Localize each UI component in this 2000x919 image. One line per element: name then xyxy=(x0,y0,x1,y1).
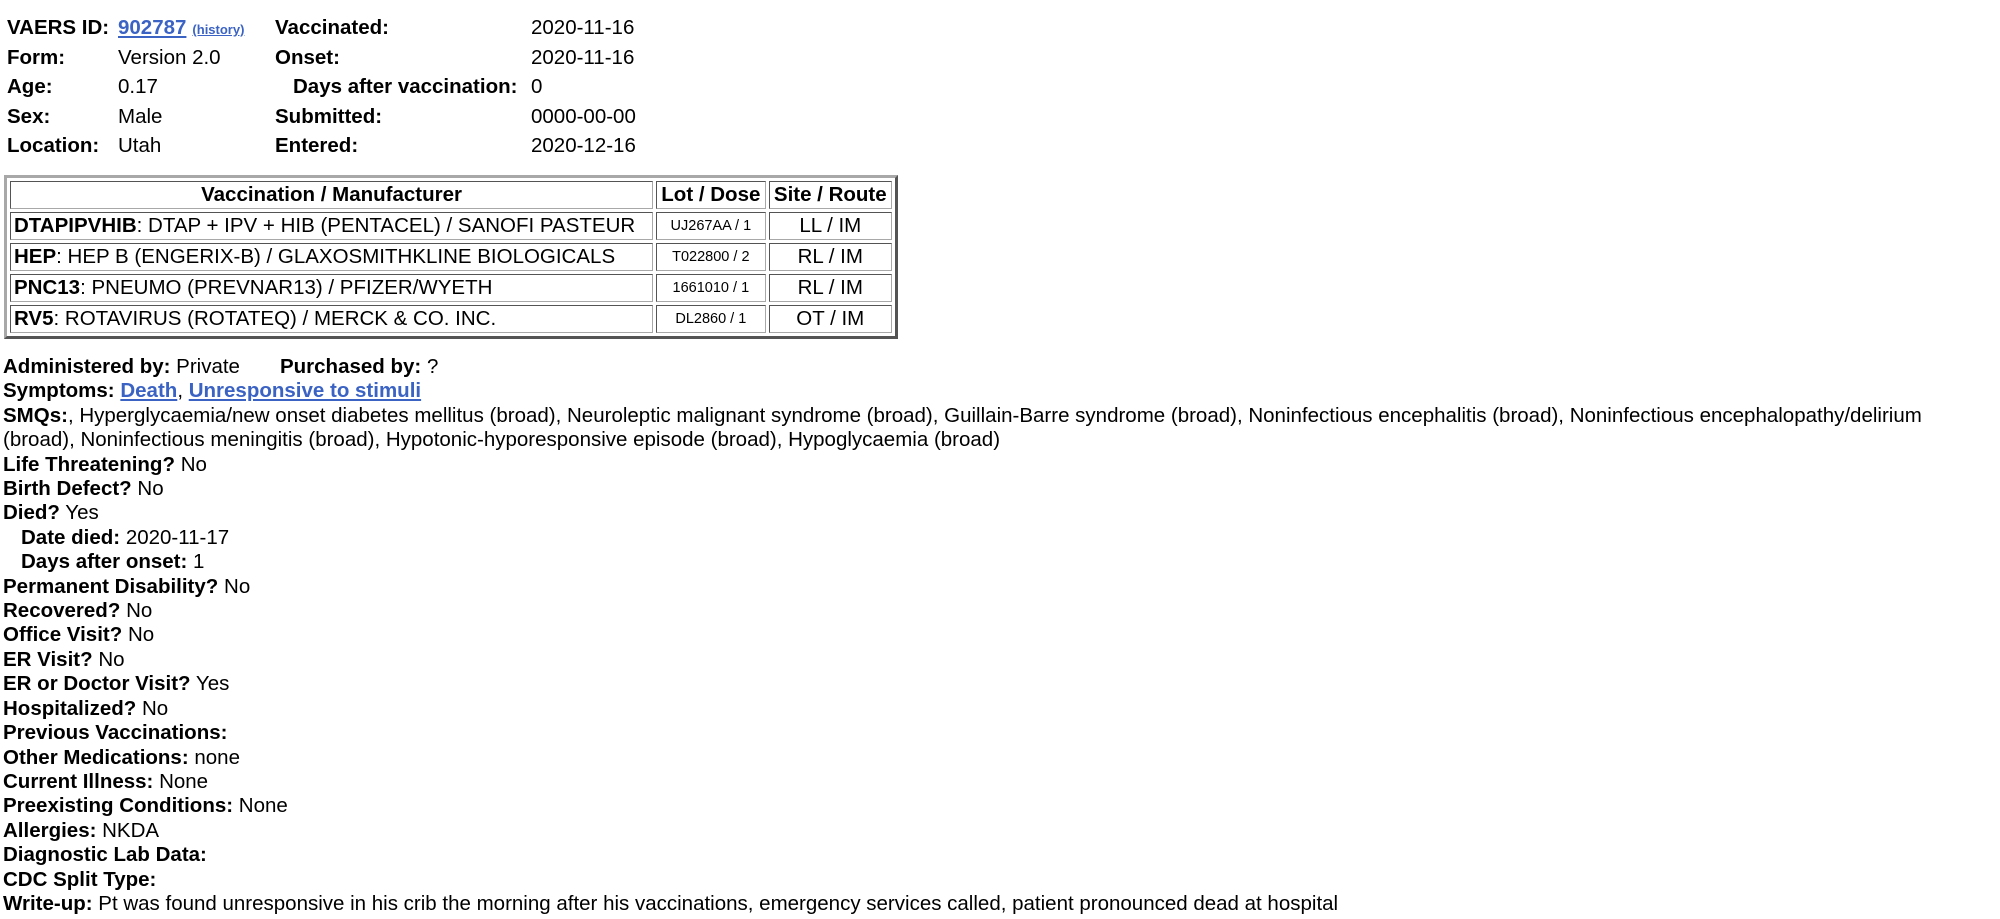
table-row xyxy=(10,305,892,333)
vaccinated-label: Vaccinated: xyxy=(275,16,389,39)
purchased-value: ? xyxy=(426,355,439,378)
vaers-id-link[interactable]: 902787 xyxy=(118,16,187,39)
previous-vaccinations-label: Previous Vaccinations: xyxy=(3,721,228,745)
vaccine-description: : DTAP + IPV + HIB (PENTACEL) / SANOFI PASTEUR xyxy=(136,214,636,237)
cdc-split-type-line xyxy=(3,868,1998,892)
smqs-line xyxy=(3,404,1998,453)
life-threatening-value: No xyxy=(180,452,207,476)
hospitalized-label: Hospitalized? xyxy=(3,696,137,720)
symptoms-label: Symptoms: xyxy=(3,379,115,403)
site-route-cell: OT / IM xyxy=(769,305,892,333)
recovered-line xyxy=(3,599,1998,623)
diagnostic-lab-data-line xyxy=(3,843,1998,867)
vaccine-code: RV5 xyxy=(14,307,54,330)
table-header-row xyxy=(10,181,892,209)
vaccine-description: : HEP B (ENGERIX-B) / GLAXOSMITHKLINE BIOLOGICALS xyxy=(56,245,616,268)
date-died-label: Date died: xyxy=(21,525,121,549)
days-after-vaccination-label: Days after vaccination: xyxy=(293,75,518,98)
recovered-value: No xyxy=(126,599,153,623)
days-after-vaccination-value: 0 xyxy=(531,75,543,98)
submitted-value: 0000-00-00 xyxy=(531,104,636,128)
report-details xyxy=(3,355,1998,916)
days-after-onset-line xyxy=(3,550,1998,574)
died-value: Yes xyxy=(65,501,99,525)
vaccine-description: : ROTAVIRUS (ROTATEQ) / MERCK & CO. INC. xyxy=(53,307,497,330)
write-up-label: Write-up: xyxy=(3,891,93,915)
vaccine-code: PNC13 xyxy=(14,276,81,299)
permanent-disability-line xyxy=(3,575,1998,599)
er-visit-line xyxy=(3,648,1998,672)
location-value: Utah xyxy=(118,134,162,157)
vaers-id-label: VAERS ID: xyxy=(7,16,110,39)
er-doctor-visit-line xyxy=(3,672,1998,696)
entered-value: 2020-12-16 xyxy=(531,134,636,157)
days-after-onset-value: 1 xyxy=(193,550,205,574)
lot-dose-header: Lot / Dose xyxy=(656,181,765,209)
allergies-value: NKDA xyxy=(102,818,160,842)
lot-dose-cell: T022800 / 2 xyxy=(656,243,765,271)
allergies-line xyxy=(3,819,1998,843)
vaccine-code: DTAPIPVHIB xyxy=(14,214,137,237)
lot-dose-cell: UJ267AA / 1 xyxy=(656,212,765,240)
allergies-label: Allergies: xyxy=(3,818,97,842)
er-doctor-visit-label: ER or Doctor Visit? xyxy=(3,672,191,696)
sex-value: Male xyxy=(118,104,163,128)
date-died-value: 2020-11-17 xyxy=(125,525,230,549)
life-threatening-label: Life Threatening? xyxy=(3,452,175,476)
current-illness-line xyxy=(3,770,1998,794)
smqs-label: SMQs: xyxy=(3,403,68,427)
diagnostic-lab-data-label: Diagnostic Lab Data: xyxy=(3,843,207,867)
site-route-cell: LL / IM xyxy=(769,212,892,240)
sex-label: Sex: xyxy=(7,104,51,128)
administered-value: Private xyxy=(176,355,240,378)
site-route-header: Site / Route xyxy=(769,181,892,209)
birth-defect-value: No xyxy=(137,477,164,501)
location-label: Location: xyxy=(7,134,100,157)
birth-defect-line xyxy=(3,477,1998,501)
cdc-split-type-label: CDC Split Type: xyxy=(3,867,157,891)
table-row xyxy=(10,243,892,271)
site-route-cell: RL / IM xyxy=(769,274,892,302)
vaccinated-value: 2020-11-16 xyxy=(531,16,635,39)
hospitalized-value: No xyxy=(141,696,169,720)
er-visit-label: ER Visit? xyxy=(3,647,93,671)
preexisting-conditions-value: None xyxy=(238,794,288,818)
vaccine-code: HEP xyxy=(14,245,57,268)
vaers-id-value xyxy=(118,13,244,45)
write-up-line xyxy=(3,892,1998,916)
birth-defect-label: Birth Defect? xyxy=(3,477,132,501)
other-medications-value: none xyxy=(194,745,240,769)
vaccine-cell xyxy=(10,305,653,333)
life-threatening-line xyxy=(3,453,1998,477)
vaccination-table xyxy=(4,175,898,339)
onset-label: Onset: xyxy=(275,45,340,69)
er-doctor-visit-value: Yes xyxy=(195,672,230,696)
write-up-value: Pt was found unresponsive in his crib the morning after his vaccinations, emergency services called, patient pronounced dead at hospital xyxy=(98,891,1339,915)
table-row xyxy=(10,274,892,302)
site-route-cell: RL / IM xyxy=(769,243,892,271)
symptom-separator: , xyxy=(177,379,184,403)
purchased-label: Purchased by: xyxy=(279,355,422,378)
previous-vaccinations-line xyxy=(3,721,1998,745)
lot-dose-cell: 1661010 / 1 xyxy=(656,274,765,302)
symptom-death-link[interactable]: Death xyxy=(120,379,178,403)
entered-label: Entered: xyxy=(275,134,359,157)
other-medications-line xyxy=(3,746,1998,770)
vaccine-description: : PNEUMO (PREVNAR13) / PFIZER/WYETH xyxy=(80,276,493,299)
office-visit-label: Office Visit? xyxy=(3,623,123,647)
vaccine-cell xyxy=(10,243,653,271)
symptom-unresponsive-link[interactable]: Unresponsive to stimuli xyxy=(188,379,422,403)
smqs-value: , Hyperglycaemia/new onset diabetes mellitus (broad), Neuroleptic malignant syndrome (broad), Guillain-Barre syndrome (broad), Noninfectious encephalitis (broad), Noninfectious encephalopathy/delirium (broad), Noninfectious meningitis (broad), Hypotonic-hyporesponsive episode (broad), Hypoglycaemia (broad) xyxy=(3,403,1922,452)
er-visit-value: No xyxy=(98,647,125,671)
lot-dose-cell: DL2860 / 1 xyxy=(656,305,765,333)
history-link[interactable]: (history) xyxy=(192,22,245,37)
office-visit-line xyxy=(3,623,1998,647)
vaccine-cell xyxy=(10,274,653,302)
vaccination-manufacturer-header: Vaccination / Manufacturer xyxy=(10,181,653,209)
died-label: Died? xyxy=(3,501,60,525)
current-illness-label: Current Illness: xyxy=(3,769,154,793)
office-visit-value: No xyxy=(127,623,155,647)
onset-value: 2020-11-16 xyxy=(531,45,635,69)
other-medications-label: Other Medications: xyxy=(3,745,189,769)
age-label: Age: xyxy=(7,75,53,98)
symptoms-line xyxy=(3,379,1998,403)
submitted-label: Submitted: xyxy=(275,104,383,128)
administered-label: Administered by: xyxy=(3,355,171,378)
preexisting-conditions-line xyxy=(3,794,1998,818)
form-label: Form: xyxy=(7,45,66,69)
administered-line xyxy=(3,355,1998,379)
permanent-disability-label: Permanent Disability? xyxy=(3,574,219,598)
current-illness-value: None xyxy=(159,769,209,793)
preexisting-conditions-label: Preexisting Conditions: xyxy=(3,794,234,818)
days-after-onset-label: Days after onset: xyxy=(21,550,188,574)
age-value: 0.17 xyxy=(118,75,158,98)
permanent-disability-value: No xyxy=(224,574,251,598)
recovered-label: Recovered? xyxy=(3,599,121,623)
date-died-line xyxy=(3,526,1998,550)
table-row xyxy=(10,212,892,240)
died-line xyxy=(3,501,1998,525)
form-value: Version 2.0 xyxy=(118,45,221,69)
hospitalized-line xyxy=(3,697,1998,721)
vaccine-cell xyxy=(10,212,653,240)
